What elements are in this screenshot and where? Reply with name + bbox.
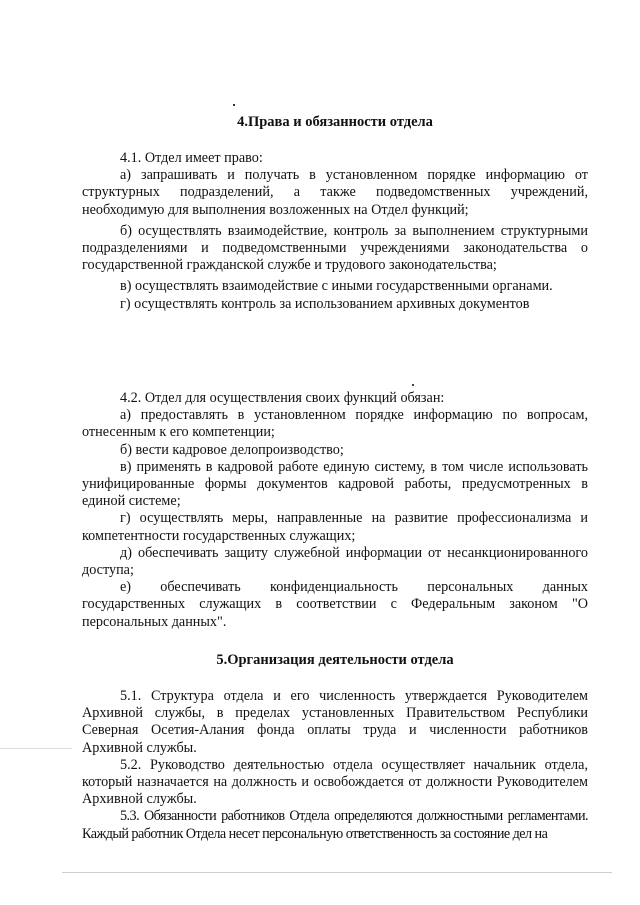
p42-d: д) обеспечивать защиту служебной информации от несанкционированного доступа; [82, 544, 588, 579]
p42-g: г) осуществлять меры, направленные на развитие профессионализма и компетентности государственных служащих; [82, 510, 588, 544]
section-4-1-block [82, 150, 588, 313]
p52: 5.2. Руководство деятельностью отдела осуществляет начальник отдела, который назначается на должность и освобождается от должности Руководителем Архивной службы. [82, 756, 588, 808]
scan-mark [233, 104, 235, 106]
section-4-title: 4.Права и обязанности отдела [237, 114, 433, 130]
p41-a: а) запрашивать и получать в установленном порядке информацию от структурных подразделений, а также подведомственных учреждений, необходимую для выполнения возложенных на Отдел функций; [82, 167, 588, 218]
p42-a: а) предоставлять в установленном порядке информацию по вопросам, отнесенным к его компетенции; [82, 407, 588, 441]
p42-e: е) обеспечивать конфиденциальность персональных данных государственных служащих в соответствии с Федеральным законом "О персональных данных". [82, 579, 588, 630]
p41-b: б) осуществлять взаимодействие, контроль за выполнением структурными подразделениями и подведомственными учреждениями законодательства о государственной гражданской службе и трудового законодательства; [82, 222, 588, 274]
p41-intro: 4.1. Отдел имеет право: [120, 150, 263, 166]
section-5-title: 5.Организация деятельности отдела [216, 652, 454, 668]
scan-left-line [0, 748, 72, 749]
section-4-2-block [82, 390, 588, 631]
p42-v: в) применять в кадровой работе единую систему, в том числе использовать унифицированные формы документов кадровой работы, предусмотренных в единой системе; [82, 458, 588, 510]
p42-b: б) вести кадровое делопроизводство; [120, 441, 344, 458]
p41-g: г) осуществлять контроль за использованием архивных документов [120, 295, 530, 312]
p51: 5.1. Структура отдела и его численность утверждается Руководителем Архивной службы, в пределах установленных Правительством Республики Северная Осетия-Алания фонда оплаты труда и численности работников Архивной службы. [82, 688, 588, 756]
section-5-block [82, 688, 588, 843]
p41-v: в) осуществлять взаимодействие с иными государственными органами. [120, 278, 553, 295]
page-bottom-line [62, 872, 612, 873]
p42-intro: 4.2. Отдел для осуществления своих функций обязан: [120, 390, 445, 406]
scan-dot [412, 384, 414, 386]
p53: 5.3. Обязанности работников Отдела определяются должностными регламентами. Каждый работник Отдела несет персональную ответственность за состояние дел на [82, 808, 588, 842]
